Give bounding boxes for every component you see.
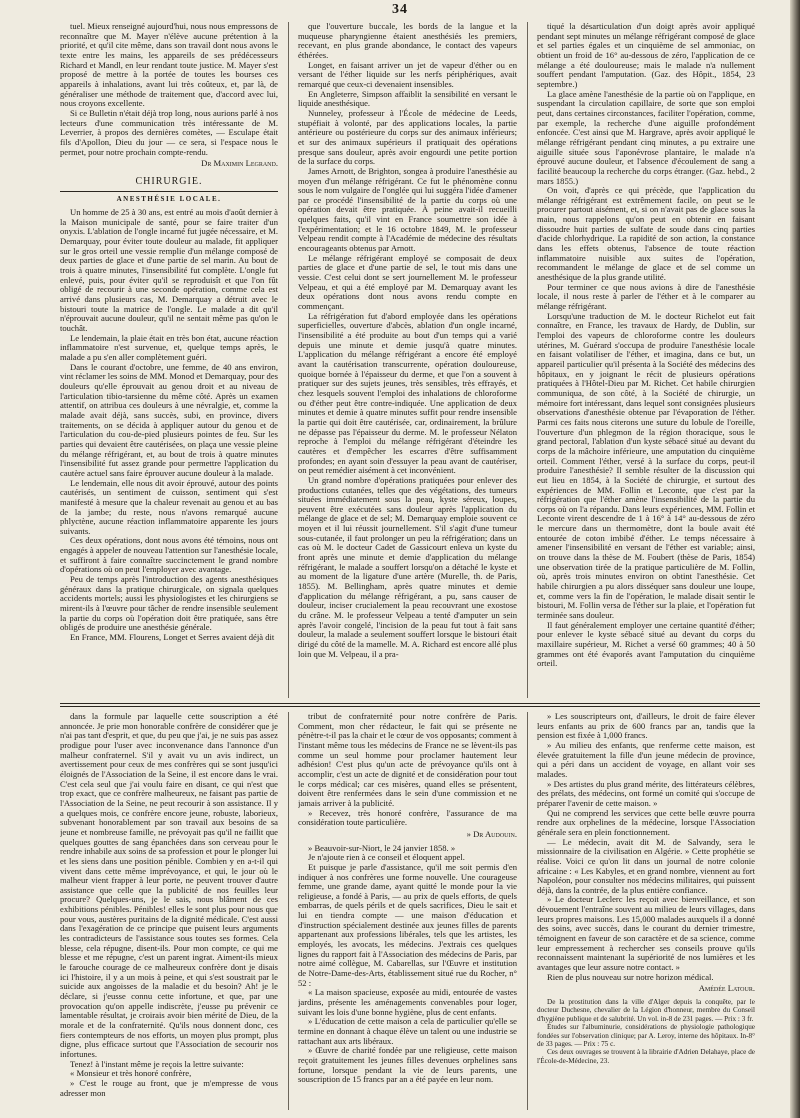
paragraph: Nunneley, professeur à l'École de médecine de Leeds, stupéfiait à volonté, par des applications locales, la partie antérieure ou postérieure du corps sur des animaux inférieurs; et sur des animaux supérieurs il pratiquait des opérations presque sans douleur, après avoir engourdi une petite portion de la surface du corps.: [298, 107, 517, 167]
page-binding-edge: [790, 0, 800, 1118]
paragraph: Le lendemain, elle nous dit avoir éprouvé, autour des points cautérisés, un sentiment de cuisson, sentiment qui s'est manifesté à mesure que la chaleur revenait au genou et au bas de la jambe; du reste, nous n'avons remarqué aucune phlyctène, aucune réaction inflammatoire apparente les jours suivants.: [60, 477, 278, 536]
paragraph: Dr Maximin Legrand.: [201, 158, 278, 169]
paragraph: La réfrigération fut d'abord employée dans les opérations superficielles, ouverture d'abcès, ablation d'un ongle incarné, l'insensibilité a été produite au bout d'un temps qui a varié depuis une minute et demie jusqu'à quatre minutes. L'application du mélange réfrigérant a encore été employé avant la cautérisation transcurrente, opération douloureuse, quoique bornée à l'épaisseur du derme, et que l'on a souvent à pratiquer sur des sujets jeunes, très sensibles, très effrayés, et chez lesquels souvent l'emploi des inhalations de chloroforme ou d'éther peut être contre-indiquée. Une application de deux minutes et demie à quatre minutes suffit pour rendre insensible la partie qui doit être cautérisée, car, ordinairement, la brûlure ne dépasse pas l'épaisseur du derme. M. le professeur Nélaton reproche à l'emploi du mélange réfrigérant d'éteindre les cautères et d'empêcher les escarres d'être suffisamment profondes; en ayant soin d'essuyer la peau avant de cautériser, on peut remédier aisément à cet inconvénient.: [298, 310, 517, 476]
paragraph: Pour terminer ce que nous avions à dire de l'anesthésie locale, il nous reste à parler de l'éther et à le comparer au mélange réfrigérant.: [537, 281, 755, 312]
paragraph: » Le docteur Leclerc les reçoit avec bienveillance, et son dévouement l'entraîne souvent au milieu de leurs villages, dans leurs propres maisons. Les 15,000 malades auxquels il a donné des soins, avec succès, dans le courant du dernier trimestre, témoignent en faveur de son caractère et de sa science, comme leur empressement à rechercher ses conseils prouve qu'ils reconnaissent maintenant la supériorité de nos lumières et les avantages que leur assure notre contact. »: [537, 894, 755, 973]
paragraph: Rien de plus nouveau sur notre horizon médical.: [547, 971, 714, 982]
paragraph: On voit, d'après ce qui précède, que l'application du mélange réfrigérant est extrêmement facile, on peut se le procurer partout aisément, et, si on n'avait pas de glace sous la main, nous rappelons qu'on peut en obtenir en faisant dissoudre huit parties de sulfate de soude dans cinq parties d'acide chlorhydrique. La rapidité de son action, la constance dans les effets obtenus, l'absence de toute réaction inflammatoire nuisible aux suites de l'opération, recommandent le mélange de glace et de sel comme un anesthésique de la plus grande utilité.: [537, 185, 755, 283]
paragraph: Un homme de 25 à 30 ans, est entré au mois d'août dernier à la Maison municipale de santé, pour se faire traiter d'un onyxis. L'ablation de l'ongle incarné fut jugée nécessaire, et M. Demarquay, pour éviter toute douleur au malade, fit appliquer sur le gros orteil une vessie remplie d'un mélange composé de deux parties de glace et d'une partie de sel marin. Au bout de trois à quatre minutes, l'insensibilité fut complète. L'ongle fut enlevé, puis, pour éviter qu'il se reproduisît et que l'on fût obligé de recourir à une seconde opération, comme cela est arrivé dans plusieurs cas, M. Demarquay a détruit avec le bistouri toute la matrice de l'ongle. Le malade a dit qu'il n'éprouvait aucune douleur, qu'il ne sentait même pas qu'on le touchât.: [60, 207, 278, 334]
paragraph: En France, MM. Flourens, Longet et Serres avaient déjà dit: [70, 632, 275, 643]
top-column-2: [298, 22, 517, 698]
paragraph: « Monsieur et très honoré confrère,: [70, 1068, 192, 1079]
paragraph: Si ce Bulletin n'était déjà trop long, nous aurions parlé à nos lecteurs d'une communication très intéressante de M. Leverrier, à propos des dernières comètes, — Esculape était fils d'Apollon, Dieu du jour — ce sera, si l'espace nous le permet, pour notre prochain compte-rendu.: [60, 107, 278, 157]
paragraph: tribut de confraternité pour notre confrère de Paris. Comment, mon cher rédacteur, le fait qui se présente ne pénètre-t-il pas la chair et le cœur de vos opposants; comment à l'instant même tous les médecins de France ne se lèvent-ils pas comme un seul homme pour proclamer hautement leur adhésion! C'est plus qu'un acte de prévoyance qu'ils ont à accomplir, c'est un acte de dignité et de considération pour tout le corps médical; car ces misères, quand elles se présentent, doivent être renfermées dans le sein d'une commission et ne jamais arriver à la publicité.: [298, 712, 517, 808]
top-column-1: [60, 22, 278, 698]
paragraph: La glace amène l'anesthésie de la partie où on l'applique, en suspendant la circulation capillaire, de sorte que son emploi peut, dans certaines circonstances, faciliter l'opération, comme, par exemple, la recherche d'une aiguille profondément enfoncée. C'est ainsi que M. Hargrave, après avoir appliqué le mélange réfrigérant pendant cinq minutes, a pu extraire une aiguille située sous l'aponévrose plantaire, le malade n'a éprouvé aucune douleur, et l'absence d'écoulement de sang a facilité beaucoup la recherche du corps étranger. (Gaz. hebd., 2 mars 1855.): [537, 88, 755, 186]
paragraph: James Arnott, de Brighton, songea à produire l'anesthésie au moyen d'un mélange réfrigérant. Ce fut le phénomène connu sous le nom vulgaire de l'onglée qui lui suggéra l'idée d'amener par ce procédé l'insensibilité de la partie du corps où une opération devait être pratiquée. À peine avait-il recueilli quelques faits, qu'il vint en France soumettre son idée à l'expérimentation; et le 16 octobre 1849, M. le professeur Velpeau rendit compte à l'Académie de médecine des résultats encourageants obtenus par Arnott.: [298, 165, 517, 254]
paragraph: Un grand nombre d'opérations pratiquées pour enlever des productions cutanées, telles que des végétations, des tumeurs situées immédiatement sous la peau, kyste séreux, loupes, peuvent être exécutées sans douleur après l'application du mélange de glace et de sel; M. Demarquay emploie souvent ce moyen et il lui réussit journellement. S'il s'agit d'une tumeur sous-cutanée, il faut prolonger un peu la réfrigération; dans un cas où M. le docteur Cadet de Gassicourt enleva un kyste du front après une minute et demie d'application du mélange réfrigérant, le malade a souffert lorsqu'on a détaché le kyste et au moment de la ligature d'une artère (Murelle, th. de Paris, 1855). M. Bellingham, après quatre minutes et demie d'application du mélange réfrigérant, a pu, sans causer de douleur, inciser crucialement la peau recouvrant une exostose du crâne. M. le professeur Velpeau a tenté d'amputer un sein après l'avoir congelé, l'incision de la peau fut tout à fait sans douleur, la malade a seulement souffert lorsque le bistouri était dirigé du côté de la mamelle. M. A. Richard est encore allé plus loin que M. Velpeau, il a pra-: [298, 474, 517, 659]
paragraph: En Angleterre, Simpson affaiblit la sensibilité en versant le liquide anesthésique.: [298, 88, 517, 109]
column-divider: [288, 712, 289, 1110]
paragraph: » Des artistes du plus grand mérite, des littérateurs célèbres, des prélats, des médecins, ont formé un comité qui s'occupe de préparer l'avenir de cette maison. »: [537, 778, 755, 808]
paragraph: Ces deux opérations, dont nous avons été témoins, nous ont engagés à appeler de nouveau l'attention sur l'anesthésie locale, et suffiront à faire connaître succinctement le grand nombre d'opérations où on peut l'employer avec avantage.: [60, 535, 278, 575]
paragraph: « La maison spacieuse, exposée au midi, entourée de vastes jardins, présente les aménagements convenables pour loger, suivant les lois d'une bonne hygiène, plus de cent enfants.: [298, 987, 517, 1017]
paragraph: tuel. Mieux renseigné aujourd'hui, nous nous empressons de reconnaître que M. Mayer n'élève aucune prétention à la priorité, et qu'il cite même, dans son travail dont nous avons le texte entre les mains, les appareils de ses prédécesseurs Richard et Mandl, en leur rendant toute justice. M. Mayer s'est proposé de mettre à la portée de toutes les bourses ces appareils à inhalations, avant lui très coûteux, et, par là, de généraliser une méthode de traitement que, d'accord avec lui, nous croyons excellente.: [60, 22, 278, 109]
paragraph: » Recevez, très honoré confrère, l'assurance de ma considération toute particulière.: [298, 807, 517, 828]
paragraph: » L'éducation de cette maison a cela de particulier qu'elle se termine en donnant à chaque élève un talent ou une industrie se rattachant aux arts libéraux.: [298, 1016, 517, 1046]
paragraph: — Le médecin, avait dit M. de Salvandy, sera le missionnaire de la civilisation en Algérie. » Cette prophétie se réalise. Voici ce qu'on lit dans un journal de notre colonie africaine : « Les Kabyles, et en grand nombre, viennent au fort Napoléon, pour consulter nos médecins militaires, qui puissent déjà, dans la contrée, de la plus entière confiance.: [537, 836, 755, 895]
paragraph: Qui ne comprend les services que cette belle œuvre pourra rendre aux orphelines de la médecine, lorsque l'Association générale sera en plein fonctionnement.: [537, 807, 755, 837]
paragraph: Études sur l'albuminurie, considérations de physiologie pathologique fondées sur l'observation clinique; par A. Leroy, interne des hôpitaux. In-8° de 33 pages. — Prix : 75 c.: [537, 1023, 755, 1049]
paragraph: Le lendemain, la plaie était en très bon état, aucune réaction inflammatoire n'est survenue, et, quelque temps après, le malade a pu s'en aller complètement guéri.: [60, 332, 278, 362]
bottom-column-3: [537, 712, 755, 1110]
feuilleton-rule: [60, 706, 760, 707]
paragraph: » Beauvoir-sur-Niort, le 24 janvier 1858. »: [308, 842, 456, 853]
paragraph: » Œuvre de charité fondée par une religieuse, cette maison reçoit gratuitement les jeunes filles devenues orphelines sans fortune, lorsque pendant la vie de leurs parents, une souscription de 15 francs par an a été payée en leur nom.: [298, 1045, 517, 1085]
bottom-column-2: [298, 712, 517, 1110]
bottom-column-1: [60, 712, 278, 1110]
paragraph: Ces deux ouvrages se trouvent à la librairie d'Adrien Delahaye, place de l'École-de-Médecine, 23.: [537, 1048, 755, 1065]
top-column-3: [537, 22, 755, 698]
feuilleton-rule: [60, 703, 760, 704]
paragraph: » Les souscripteurs ont, d'ailleurs, le droit de faire élever leurs enfants au prix de 600 francs par an, tandis que la pension est fixée à 1,000 francs.: [537, 712, 755, 741]
paragraph: Dans le courant d'octobre, une femme, de 40 ans environ, vint réclamer les soins de MM. Monod et Demarquay, pour des douleurs qu'elle éprouvait au genou droit et au niveau de l'articulation tibio-tarsienne du même côté. Après un examen attentif, on attribua ces douleurs à une névralgie, et, comme la malade avait déjà, sans succès, subi, en province, divers traitements, on se décida à appliquer autour du genou et de l'articulation du cou-de-pied plusieurs pointes de feu. Sur les parties qui devaient être cautérisées, on plaça une vessie pleine du mélange réfrigérant, et, au bout de trois à quatre minutes l'insensibilité fut assez grande pour permettre l'application du cautère actuel sans faire éprouver aucune douleur à la malade.: [60, 361, 278, 478]
paragraph: CHIRURGIE.: [60, 177, 278, 192]
paragraph: Je n'ajoute rien à ce conseil et éloquent appel.: [308, 852, 465, 863]
page-number: 34: [392, 2, 408, 17]
paragraph: Il faut généralement employer une certaine quantité d'éther; pour enlever le kyste sébacé situé au devant du corps du maxillaire supérieur, M. Richet a versé 60 grammes; 40 à 50 grammes ont été évaporés avant l'amputation du cinquième orteil.: [537, 619, 755, 669]
paragraph: Et puisque je parle d'assistance, qu'il me soit permis d'en indiquer à nos confrères une forme nouvelle. Une courageuse femme, une grande dame, ayant quitté le monde pour la vie religieuse, a fondé à Paris, — au prix de quels efforts, de quels embarras, de quels périls et de quels sacrifices, Dieu le sait et lui en tiendra compte — une maison d'éducation et d'instruction spécialement destinée aux jeunes filles de parents appartenant aux professions libérales, tels que les artistes, les employés, les avocats, les médecins. J'extrais ces quelques lignes du rapport fait à l'Association des médecins de Paris, par notre aimé collègue, M. Cabarellas, sur l'Œuvre et institution de Notre-Dame-des-Arts, établissement situé rue du Rocher, n° 52 :: [298, 861, 517, 988]
paragraph: De la prostitution dans la ville d'Alger depuis la conquête, par le docteur Duchesne, chevalier de la Légion d'honneur, membre du Conseil d'hygiène publique et de salubrité. Un vol. in-8 de 231 pages. — Prix : 3 fr.: [537, 998, 755, 1023]
paragraph: » Au milieu des enfants, que renferme cette maison, est élevée gratuitement la fille d'un jeune médecin de province, qui a péri dans un accident de voyage, en allant voir ses malades.: [537, 739, 755, 779]
column-divider: [527, 712, 528, 1110]
paragraph: dans la formule par laquelle cette souscription a été annoncée. Je prie mon honorable confrère de considérer que je n'ai pas tant d'esprit, et que, du peu que j'ai, je ne suis pas assez prodigue pour l'user avec inconvenance dans l'annonce d'un malheur confraternel. S'il y avait vu un avis indirect, un avertissement pour ceux de mes confrères qui se sont jusqu'ici éloignés de l'Association de la Seine, il est encore dans le vrai. C'est cela seul que j'ai voulu faire en disant, ce qui n'est que trop exact, que ce confrère malheureux, ne faisant pas partie de l'Association de la Seine, ne peut recourir à son assistance. Il y a quelques mois, ce confrère encore jeune, robuste, laborieux, subvenant honorablement par son travail aux besoins de sa jeune et nombreuse famille, ne prévoyait pas qu'il ne faillit que quelques gouttes de sang épanchées dans son cerveau pour le rendre inhabile aux soins de sa profession et pour le plonger lui et les siens dans une position pénible. Combien y en a-t-il qui vivent dans cette même imprévoyance, et qui, le jour où le malheur vient frapper à leur porte, ne peuvent trouver d'autre assistance que celle que la publicité de nos feuilles leur procure? Quelques-uns, je le sais, nous blâment de ces exhibitions pénibles. Pénibles! elles le sont plus pour nous que pour vous, austères puritains de la dignité médicale. C'est aussi dans l'exagération de ce principe que puisent leurs arguments les contradicteurs de l'assistance sous toutes ses formes. Cela blesse, cela répugne, disent-ils. Pour mon compte, ce qui me blesse et me répugne, c'est un parent ingrat. Aiment-ils mieux le farouche courage de ce malheureux confrère dont je disais ici l'histoire, il y a un mois à peine, et qui s'est soustrait par le suicide aux angoisses de la maladie et du besoin? Ah! je le déclare, si j'eusse connu cette infortune, et que, par une provocation qu'on appelle indiscrète, j'eusse pu prévenir ce lamentable résultat, je croirais avoir bien mérité de Dieu, de la morale et de la confraternité. Qu'ils nous donnent donc, ces fiers contempteurs de nos efforts, un moyen plus prompt, plus digne, plus efficace surtout que l'Association de secourir nos infortunes.: [60, 712, 278, 1059]
paragraph: Peu de temps après l'introduction des agents anesthésiques généraux dans la pratique chirurgicale, on signala quelques accidents mortels; aussi les physiologistes et les chirurgiens se mirent-ils à l'œuvre pour tâcher de rendre insensible seulement la partie du corps où l'opération doit être pratiquée, sans être obligés de produire une anesthésie générale.: [60, 574, 278, 633]
column-divider: [527, 22, 528, 698]
paragraph: » C'est le rouge au front, que je m'empresse de vous adresser mon: [60, 1077, 278, 1098]
paragraph: Tenez! à l'instant même je reçois la lettre suivante:: [70, 1058, 244, 1069]
paragraph: ANESTHÉSIE LOCALE.: [116, 194, 222, 203]
paragraph: que l'ouverture buccale, les bords de la langue et la muqueuse pharyngienne étaient anesthésiés les premiers, recevant, en plus grande abondance, le contact des vapeurs éthérées.: [298, 22, 517, 60]
paragraph: tiqué la désarticulation d'un doigt après avoir appliqué pendant sept minutes un mélange réfrigérant composé de glace et sel parties égales et un cinquième de sel ammoniac, on obtient un froid de 16° au-dessous de zéro, l'application de ce mélange a été douloureuse; mais le malade n'a nullement souffert pendant l'amputation. (Gaz. des Hôpit., 1854, 23 septembre.): [537, 22, 755, 89]
paragraph: Le mélange réfrigérant employé se composait de deux parties de glace et d'une partie de sel, le tout mis dans une vessie. C'est celui dont se sert journellement M. le professeur Velpeau, et qui a été employé par M. Demarquay avant les deux opérations dont nous avons rendu compte en commençant.: [298, 252, 517, 312]
column-divider: [288, 22, 289, 698]
paragraph: Longet, en faisant arriver un jet de vapeur d'éther ou en versant de l'éther liquide sur les nerfs périphériques, avait remarqué que ceux-ci devenaient insensibles.: [298, 59, 517, 89]
paragraph: » Dr Audouin.: [466, 828, 517, 839]
paragraph: Lorsqu'une traduction de M. le docteur Richelot eut fait connaître, en France, les travaux de Hardy, de Dublin, sur l'emploi des vapeurs de chloroforme contre les douleurs utérines, M. Guérard s'occupa de produire l'anesthésie locale en faisant volatiliser de l'éther, et imagina, dans ce but, un appareil particulier qu'il présenta à la Société des médecins des hôpitaux, en y joignant le récit de plusieurs opérations pratiquées à l'Hôtel-Dieu par M. Richet. Cet habile chirurgien communiqua, de son côté, à la Société de chirurgie, un mémoire fort intéressant, dans lequel sont consignées plusieurs observations d'anesthésie obtenue par l'évaporation de l'éther. Parmi ces faits nous citerons une suture du lobule de l'oreille, l'ouverture d'un phlegmon de la région thoracique, sous le grand pectoral, l'ablation d'un kyste sébacé situé au devant du corps de la mâchoire inférieure, une amputation du cinquième orteil. Comment l'éther, versé à la surface du corps, peut-il produire l'anesthésie? Il semble résulter de la discussion qui eut lieu en 1854, à la Société de chirurgie, et surtout des expériences de MM. Follin et Leconte, que c'est par la réfrigération que l'éther amène l'insensibilité de la partie du corps où on l'a répandu. Dans leurs expériences, MM. Follin et Leconte virent descendre de 1 à 16° à 14° au-dessous de zéro le mercure dans un thermomètre, dont la boule avait été entourée de coton imbibé d'éther. Le temps nécessaire à amener l'insensibilité en versant de l'éther est variable; ainsi, on trouve dans la thèse de M. Foubert (thèse de Paris, 1854) une observation tirée de la pratique particulière de M. Follin, où, après trois minutes environ on obtint l'anesthésie. Cet habile chirurgien a pu alors disséquer sans douleur une loupe, et, comme vers la fin de l'opération, le malade disait sentir le bistouri, M. Follin versa de l'éther sur la plaie, et l'opération fut terminée sans douleur.: [537, 310, 755, 621]
paragraph: Amédée Latour.: [698, 983, 755, 994]
